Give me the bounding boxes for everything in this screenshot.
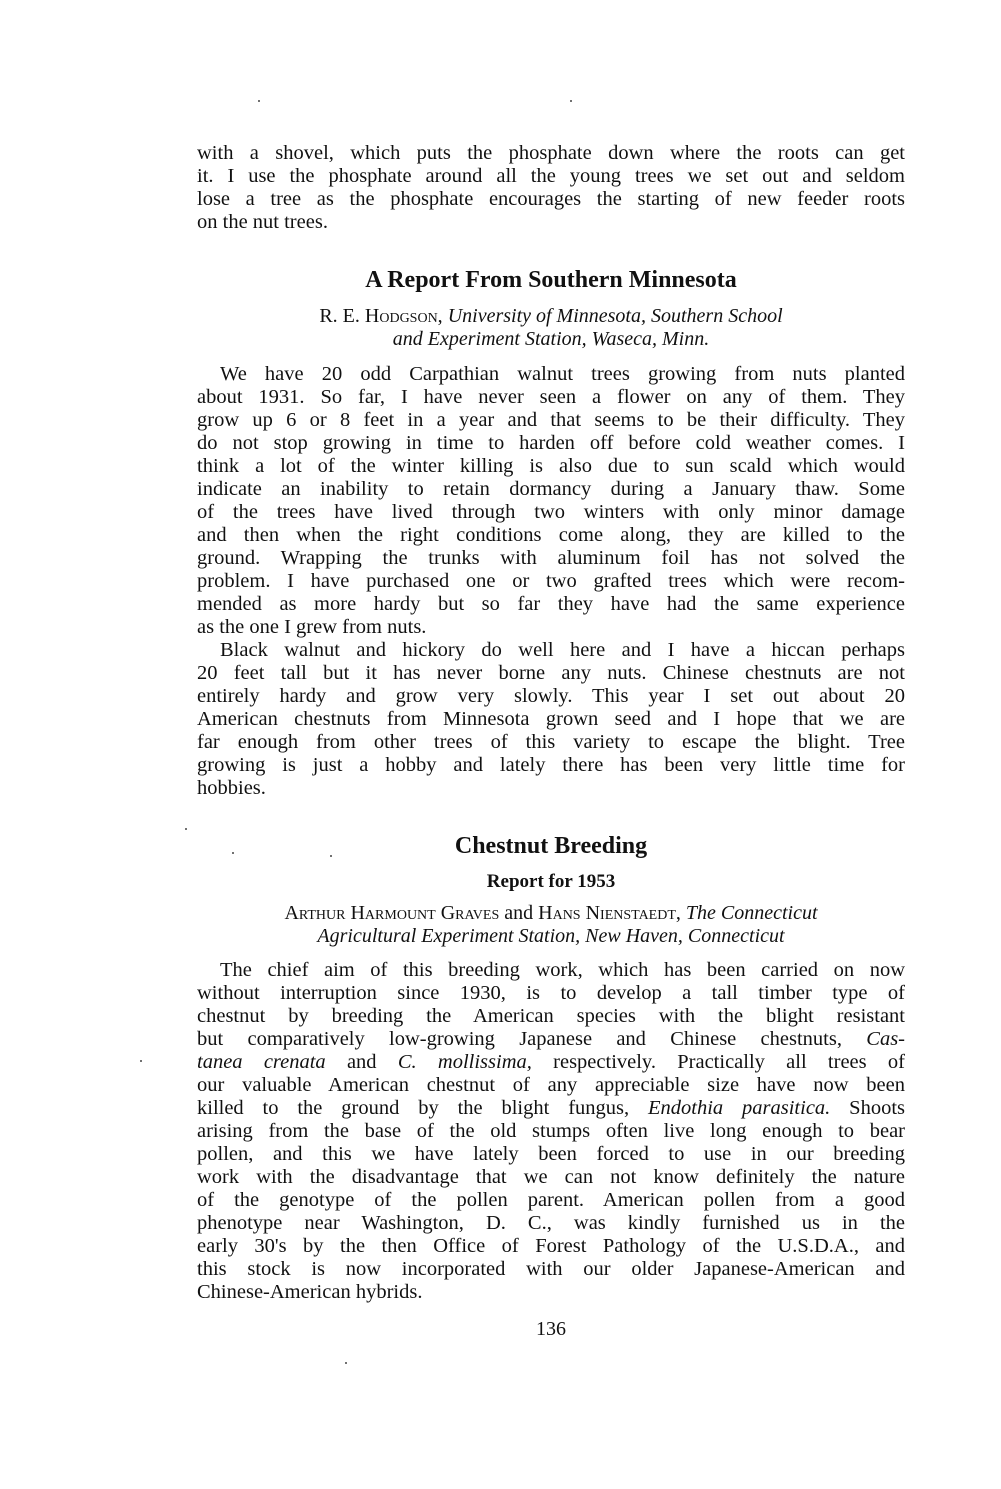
scan-speck <box>258 100 260 102</box>
text-line: phenotype near Washington, D. C., was kindly furnished us in the <box>197 1212 905 1234</box>
text-line: indicate an inability to retain dormancy during a January thaw. Some <box>197 478 905 500</box>
text-line: mended as more hardy but so far they have had the same experience <box>197 593 905 615</box>
text-line: of the trees have lived through two winters with only minor damage <box>197 501 905 523</box>
text-run: and <box>325 1051 398 1073</box>
conjunction: and <box>499 902 539 924</box>
author-name: Arthur Harmount Graves <box>284 902 500 924</box>
text-line: work with the disadvantage that we can not know definitely the nature <box>197 1166 905 1188</box>
text-line: lose a tree as the phosphate encourages the starting of new feeder roots <box>197 188 905 210</box>
text-line: about 1931. So far, I have never seen a flower on any of them. They <box>197 386 905 408</box>
scan-speck <box>570 100 572 102</box>
text-line: growing is just a hobby and lately there has been very little time for <box>197 754 905 776</box>
text-line: American chestnuts from Minnesota grown seed and I hope that we are <box>197 708 905 730</box>
text-line: 20 feet tall but it has never borne any nuts. Chinese chestnuts are not <box>197 662 905 684</box>
article-subtitle: Report for 1953 <box>486 871 616 892</box>
affiliation-line: and Experiment Station, Waseca, Minn. <box>392 328 710 350</box>
text-line: chestnut by breeding the American species with the blight resistant <box>197 1005 905 1027</box>
text-line <box>197 1051 905 1074</box>
text-line: on the nut trees. <box>197 211 328 233</box>
text-line <box>197 1028 905 1051</box>
text-line: ground. Wrapping the trunks with aluminum foil has not solved the <box>197 547 905 569</box>
text-line: do not stop growing in time to harden off before cold weather comes. I <box>197 432 905 454</box>
text-line: think a lot of the winter killing is also due to sun scald which would <box>197 455 905 477</box>
author-name: R. E. Hodgson, <box>319 305 443 327</box>
article-title: A Report From Southern Minnesota <box>365 267 737 293</box>
text-line: this stock is now incorporated with our older Japanese-American and <box>197 1258 905 1280</box>
text-line: We have 20 odd Carpathian walnut trees growing from nuts planted <box>220 363 905 385</box>
text-line: problem. I have purchased one or two grafted trees which were recom- <box>197 570 905 592</box>
species-name: Endothia parasitica. <box>648 1097 831 1119</box>
text-line: with a shovel, which puts the phosphate down where the roots can get <box>197 142 905 164</box>
text-line: as the one I grew from nuts. <box>197 616 427 638</box>
text-line: grow up 6 or 8 feet in a year and that seems to be their difficulty. They <box>197 409 905 431</box>
affiliation: University of Minnesota, Southern School <box>447 305 783 327</box>
article-title: Chestnut Breeding <box>454 833 648 859</box>
text-line: hobbies. <box>197 777 266 799</box>
text-line: it. I use the phosphate around all the young trees we set out and seldom <box>197 165 905 187</box>
text-line: without interruption since 1930, is to develop a tall timber type of <box>197 982 905 1004</box>
text-line: arising from the base of the old stumps often live long enough to bear <box>197 1120 905 1142</box>
text-run: Shoots <box>830 1097 905 1119</box>
text-line: and then when the right conditions come along, they are killed to the <box>197 524 905 546</box>
author-name: Hans Nienstaedt, <box>538 902 681 924</box>
species-name: Cas- <box>866 1028 905 1050</box>
affiliation: The Connecticut <box>680 902 818 924</box>
species-name: tanea crenata <box>197 1051 326 1073</box>
text-line: pollen, and this we have lately been forced to use in our breeding <box>197 1143 905 1165</box>
text-run: respectively. Practically all trees of <box>531 1051 905 1073</box>
scan-speck <box>345 1362 347 1364</box>
text-line: of the genotype of the pollen parent. American pollen from a good <box>197 1189 905 1211</box>
byline <box>197 305 905 328</box>
affiliation-line: Agricultural Experiment Station, New Haven, Connecticut <box>317 925 785 947</box>
text-run: but comparatively low-growing Japanese and Chinese chestnuts, <box>197 1028 867 1050</box>
text-line: Black walnut and hickory do well here and I have a hiccan perhaps <box>220 639 905 661</box>
byline <box>197 902 905 925</box>
text-line: our valuable American chestnut of any appreciable size have now been <box>197 1074 905 1096</box>
scan-speck <box>185 828 187 830</box>
text-line: far enough from other trees of this variety to escape the blight. Tree <box>197 731 905 753</box>
text-line: early 30's by the then Office of Forest Pathology of the U.S.D.A., and <box>197 1235 905 1257</box>
text-line <box>197 1097 905 1120</box>
text-line: The chief aim of this breeding work, which has been carried on now <box>220 959 905 981</box>
text-line: entirely hardy and grow very slowly. This year I set out about 20 <box>197 685 905 707</box>
scan-speck <box>140 1060 142 1062</box>
text-run: killed to the ground by the blight fungus, <box>197 1097 648 1119</box>
page-number: 136 <box>536 1318 566 1340</box>
text-line: Chinese-American hybrids. <box>197 1281 423 1303</box>
species-name: C. mollissima, <box>397 1051 532 1073</box>
